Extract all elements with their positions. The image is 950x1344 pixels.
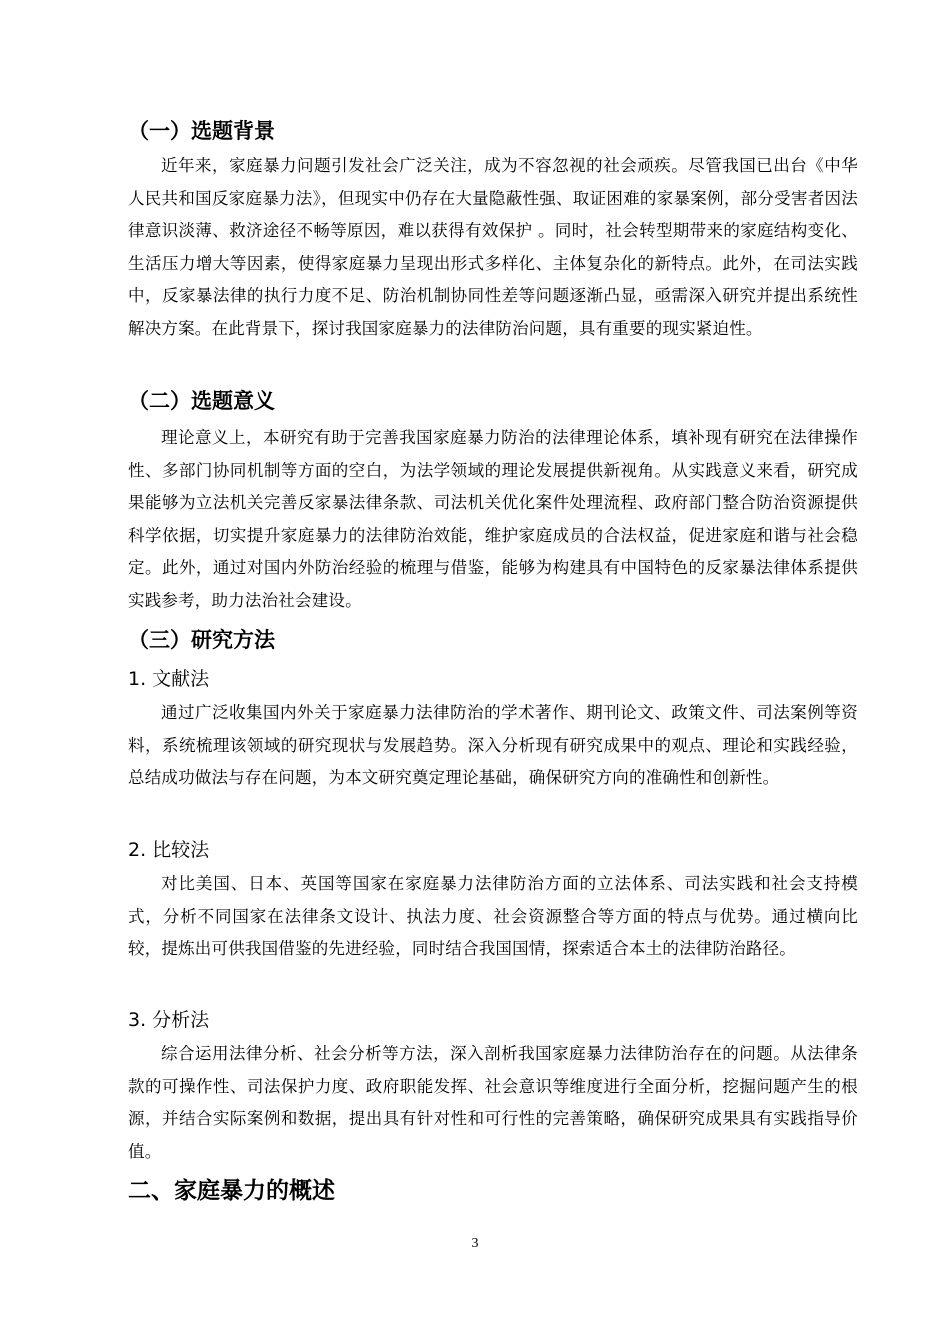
paragraph-analysis: 综合运用法律分析、社会分析等方法，深入剖析我国家庭暴力法律防治存在的问题。从法律条款的可操作性、司法保护力度、政府职能发挥、社会意识等维度进行全面分析，挖掘问题产生的根源，并结合实际案例和数据，提出具有针对性和可行性的完善策略，确保研究成果具有实践指导价值。 [128,1044,858,1161]
method-heading-comparison: 2. 比较法 [128,839,210,861]
method-heading-literature: 1. 文献法 [128,668,210,690]
method-heading-analysis: 3. 分析法 [128,1009,210,1031]
section-heading-methods: （三）研究方法 [128,628,275,652]
paragraph-background: 近年来，家庭暴力问题引发社会广泛关注，成为不容忽视的社会顽疾。尽管我国已出台《中华人民共和国反家庭暴力法》，但现实中仍存在大量隐蔽性强、取证困难的家暴案例，部分受害者因法律意识淡薄、救济途径不畅等原因，难以获得有效保护 。同时，社会转型期带来的家庭结构变化、生活压力增大等因素，使得家庭暴力呈现出形式多样化、主体复杂化的新特点。此外，在司法实践中，反家暴法律的执行力度不足、防治机制协同性差等问题逐渐凸显，亟需深入研究并提出系统性解决方案。在此背景下，探讨我国家庭暴力的法律防治问题，具有重要的现实紧迫性。 [128,156,858,338]
paragraph-significance: 理论意义上，本研究有助于完善我国家庭暴力防治的法律理论体系，填补现有研究在法律操作性、多部门协同机制等方面的空白，为法学领域的理论发展提供新视角。从实践意义来看，研究成果能够为立法机关完善反家暴法律条款、司法机关优化案件处理流程、政府部门整合防治资源提供科学依据，切实提升家庭暴力的法律防治效能，维护家庭成员的合法权益，促进家庭和谐与社会稳定。此外，通过对国内外防治经验的梳理与借鉴，能够为构建具有中国特色的反家暴法律体系提供实践参考，助力法治社会建设。 [128,428,858,610]
section-heading-significance: （二）选题意义 [128,389,275,413]
chapter-heading: 二、家庭暴力的概述 [128,1178,335,1204]
paragraph-literature: 通过广泛收集国内外关于家庭暴力法律防治的学术著作、期刊论文、政策文件、司法案例等资料，系统梳理该领域的研究现状与发展趋势。深入分析现有研究成果中的观点、理论和实践经验，总结成功做法与存在问题，为本文研究奠定理论基础，确保研究方向的准确性和创新性。 [128,703,858,787]
page-number: 3 [471,1236,479,1251]
section-heading-background: （一）选题背景 [128,119,275,143]
paragraph-comparison: 对比美国、日本、英国等国家在家庭暴力法律防治方面的立法体系、司法实践和社会支持模式，分析不同国家在法律条文设计、执法力度、社会资源整合等方面的特点与优势。通过横向比较，提炼出可供我国借鉴的先进经验，同时结合我国国情，探索适合本土的法律防治路径。 [128,874,858,958]
